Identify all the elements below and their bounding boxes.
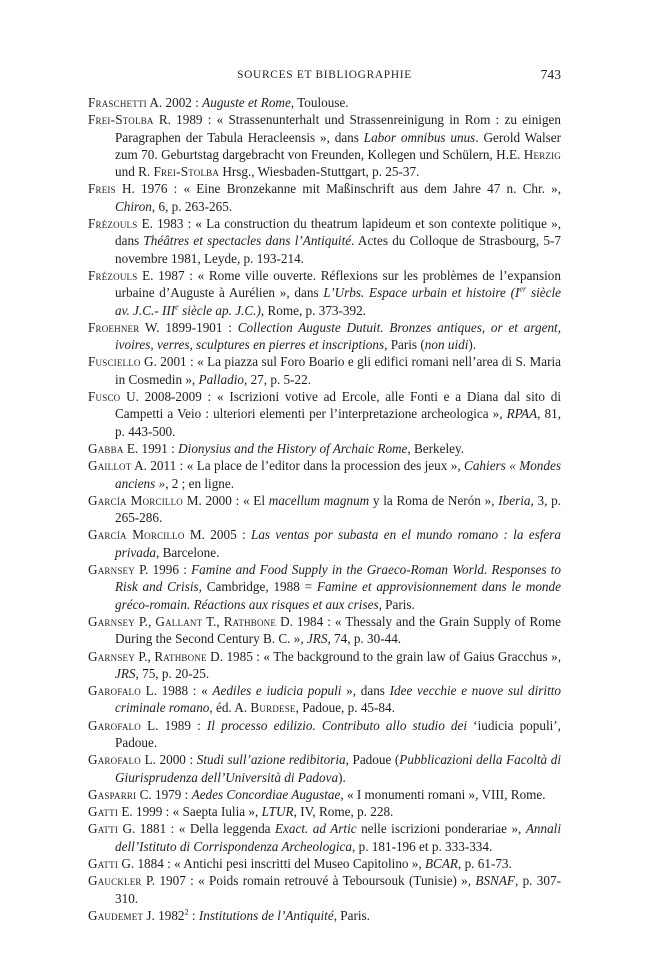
entry-text-segment: Frei-Stolba [153,164,220,180]
bibliography-entry [88,855,561,872]
entry-text-segment: . Actes du Colloque de Strasbourg, 5-7 novembre 1981, Leyde, p. 193-214. [115,233,561,266]
entry-text-segment: , Padoue, p. 45-84. [295,700,395,716]
entry-text-segment: Palladio [198,371,244,387]
bibliography-entry [88,803,561,820]
entry-text-segment: Fraschetti [88,95,147,110]
entry-text-segment: Burdese [250,700,296,716]
entry-text-segment: , Rome, p. 373-392. [260,302,366,318]
entry-text-segment: siècle av. J.C.- III [115,285,561,318]
entry-text-segment: , Cambridge, 1988 = [198,579,317,595]
entry-text-segment: ‘iudicia populi’, Padoue. [115,717,561,750]
bibliography-entry [88,613,561,648]
entry-text-segment: Gaillot [88,458,132,474]
entry-text-segment: L. 1988 : « [140,683,213,699]
entry-text-segment: P. 1907 : « Poids romain retrouvé à Teboursouk (Tunisie) », [141,873,476,889]
entry-text-segment: Pubblicazioni della Facoltà di Giurisprudenza dell’Università di Padova [115,752,561,785]
entry-text-segment: , Barcelone. [156,544,220,560]
entry-text-segment: BSNAF [475,873,515,889]
entry-text-segment: Gasparri [88,786,137,802]
entry-text-segment: J. 1982 [143,907,185,923]
entry-text-segment: Froehner [88,319,140,335]
entry-text-segment: L. 1989 : [140,717,207,733]
entry-text-segment: , Paris ( [384,337,425,353]
entry-text-segment: Dionysius and the History of Archaic Rome [178,440,408,456]
entry-text-segment: , p. 61-73. [457,856,512,872]
entry-text-segment: Fusco [88,389,121,405]
entry-text-segment: », dans [341,683,390,699]
bibliography-entry [88,872,561,907]
entry-text-segment: Cahiers « Mondes anciens » [115,458,561,491]
running-title: SOURCES ET BIBLIOGRAPHIE [237,69,412,81]
entry-text-segment: Gauckler [88,873,142,889]
entry-text-segment: T., [202,613,224,629]
entry-text-segment: Gatti [88,821,119,837]
entry-text-segment: , p. 181-196 et p. 333-334. [352,838,493,854]
entry-text-segment: Frézouls [88,267,138,283]
entry-text-segment: e [175,302,179,312]
bibliography-entry [88,319,561,354]
bibliography-entry [88,440,561,457]
entry-text-segment: JRS [306,631,328,647]
entry-text-segment: M. 2000 : « El [182,492,269,508]
entry-text-segment: A. 2011 : « La place de l’editor dans la procession des jeux », [131,458,465,474]
entry-text-segment: , Paris. [333,907,370,923]
entry-text-segment: , 6, p. 263-265. [151,198,233,214]
entry-text-segment: Garofalo [88,752,141,768]
entry-text-segment: y la Roma de Nerón », [369,492,499,508]
bibliography-entry [88,907,561,924]
bibliography-entry [88,682,561,717]
entry-text-segment: G. 1881 : « Della leggenda [118,821,275,837]
entry-text-segment: Labor omnibus unus [363,129,476,145]
bibliography-entry [88,267,561,319]
entry-text-segment: , 75, p. 20-25. [135,665,210,681]
bibliography-entry [88,180,561,215]
entry-text-segment: Garofalo [88,683,141,699]
entry-text-segment: Gaudemet [88,907,144,923]
entry-text-segment: , Paris. [378,596,415,612]
bibliography-entry [88,215,561,267]
bibliography-entry [88,717,561,752]
entry-text-segment: non uidi [424,337,469,353]
entry-text-segment: . Gerold Walser zum 70. Geburtstag dargebracht von Freunden, Kollegen und Schülern, H.E. [115,129,561,162]
entry-text-segment: H. 1976 : « Eine Bronzekanne mit Maßinschrift aus dem Jahre 47 n. Chr. », [115,181,561,197]
entry-text-segment: Freis [88,181,116,197]
entry-text-segment: , 27, p. 5-22. [243,371,312,387]
entry-text-segment: Collection Auguste Dutuit. Bronzes antiques, or et argent, ivoires, verres, sculptures en pierres et inscriptions [115,319,562,353]
entry-text-segment: , Berkeley. [407,440,465,456]
entry-text-segment: Famine and Food Supply in the Graeco-Roman World. Responses to Risk and Crisis [115,562,561,595]
entry-text-segment: Herzig [523,146,561,162]
entry-text-segment: ). [468,337,477,353]
entry-text-segment: Annali dell’Istituto di Corrispondenza Archeologica [115,821,561,854]
entry-text-segment: , p. 307-310. [115,873,561,906]
entry-text-segment: Chiron [115,198,152,214]
entry-text-segment: , 81, p. 443-500. [115,406,562,439]
entry-text-segment: , Toulouse. [290,95,349,110]
page-number: 743 [540,67,561,82]
entry-text-segment: M. 2005 : [184,527,251,543]
bibliography-entry [88,820,561,855]
entry-text-segment: Iberia [498,492,531,508]
entry-text-segment: L’Urbs. Espace urbain et histoire (I [323,285,520,301]
entry-text-segment: G. 2001 : « La piazza sul Foro Boario e gli edifici romani nell’area di S. Maria in Cosmedin », [115,354,561,387]
bibliography-entry [88,353,561,388]
entry-text-segment: Il processo edilizio. Contributo allo studio dei [206,717,468,733]
entry-text-segment: D. 1984 : « Thessaly and the Grain Supply of Rome During the Second Century B. C. », [115,613,561,647]
entry-text-segment: P. 1996 : [134,562,192,578]
entry-text-segment: , 74, p. 30-44. [327,631,402,647]
entry-text-segment: R. 1989 : « Strassenunterhalt und Strassenreinigung in Rom : zu einigen Paragraphen der Tabula Heracleensis », dans [115,112,561,145]
entry-text-segment: ). [338,769,346,785]
entry-text-segment: Garofalo [88,717,141,733]
entry-text-segment: , 3, p. 265-286. [115,492,562,526]
entry-text-segment: , « I monumenti romani », VIII, Rome. [340,786,546,802]
bibliography-entry [88,786,561,803]
entry-text-segment: E. 1999 : « Saepta Iulia », [118,804,262,820]
entry-text-segment: W. 1899-1901 : [139,319,238,335]
entry-text-segment: Aediles e iudicia populi [212,683,342,699]
entry-text-segment: L. 2000 : [140,752,197,768]
entry-text-segment: , 2 ; en ligne. [165,475,235,491]
entry-text-segment: Studi sull’azione redibitoria [196,752,346,768]
entry-text-segment: , éd. A. [209,700,251,716]
entry-text-segment: Institutions de l’Antiquité [198,907,334,923]
entry-text-segment: , Padoue ( [345,752,400,768]
entry-text-segment: Rathbone [154,648,207,664]
entry-text-segment: macellum magnum [268,492,370,508]
bibliography-entry [88,751,561,786]
entry-text-segment: García Morcillo [88,527,185,543]
entry-text-segment: Hrsg., Wiesbaden-Stuttgart, p. 25-37. [219,164,420,180]
entry-text-segment: RPAA [506,406,538,422]
bibliography-entry [88,111,561,180]
entry-text-segment: er [519,284,527,294]
entry-text-segment: , IV, Rome, p. 228. [293,804,394,820]
entry-text-segment: Famine et approvisionnement dans le monde gréco-romain. Réactions aux risques et aux crises [115,579,561,612]
entry-text-segment: und R. [115,164,154,180]
entry-text-segment: C. 1979 : [136,786,192,802]
entry-text-segment: JRS [115,665,136,681]
entry-text-segment: E. 1991 : [123,440,179,456]
entry-text-segment: BCAR [425,856,458,872]
bibliography-entry [88,457,561,492]
entry-text-segment: Garnsey [88,562,135,578]
entry-text-segment: Théâtres et spectacles dans l’Antiquité [143,233,352,249]
entry-text-segment: García Morcillo [88,492,183,508]
entry-text-segment: G. 1884 : « Antichi pesi inscritti del Museo Capitolino », [118,856,425,872]
entry-text-segment: Exact. ad Artic [275,821,357,837]
entry-text-segment: Idee vecchie e nuove sul diritto criminale romano [115,683,561,716]
bibliography-entry [88,388,561,440]
entry-text-segment: Fusciello [88,354,141,370]
entry-text-segment: P., [134,613,156,629]
bibliography-entry [88,648,561,683]
entry-text-segment: 2 [184,907,189,917]
entry-text-segment: Gatti [88,804,119,820]
entry-text-segment: P., [134,648,155,664]
entry-text-segment: D. 1985 : « The background to the grain law of Gaius Gracchus », [206,648,561,664]
entry-text-segment: Auguste et Rome [202,95,291,110]
bibliography-entry [88,561,561,613]
bibliography-entry [88,526,561,561]
entry-text-segment: Gatti [88,856,119,872]
entry-text-segment: nelle iscrizioni ponderariae », [356,821,526,837]
page-header [88,69,561,87]
bibliography-entry [88,492,561,527]
entry-text-segment: U. 2008-2009 : « Iscrizioni votive ad Ercole, alle Fonti e a Diana dal sito di Campetti a Veio : ulteriori elementi per l’interpretazione archeologica », [115,389,561,422]
entry-text-segment: Garnsey [88,648,135,664]
entry-text-segment: Gabba [88,440,124,456]
entry-text-segment: : [188,907,199,923]
entry-text-segment: Frei-Stolba [88,112,154,128]
bibliography-entry [88,94,561,111]
entry-text-segment: Rathbone [223,613,277,629]
entry-text-segment: Garnsey [88,613,135,629]
entry-text-segment: E. 1983 : « La construction du theatrum lapideum et son contexte politique », dans [115,216,561,249]
bibliography-list [88,94,561,924]
entry-text-segment: Frézouls [88,216,138,232]
entry-text-segment: Aedes Concordiae Augustae [191,786,341,802]
entry-text-segment: LTUR [261,804,294,820]
entry-text-segment: siècle ap. J.C.) [178,302,261,318]
entry-text-segment: Gallant [155,613,203,629]
entry-text-segment: Las ventas por subasta en el mundo romano : la esfera privada [115,527,562,560]
entry-text-segment: E. 1987 : « Rome ville ouverte. Réflexions sur les problèmes de l’expansion urbaine d’Auguste à Aurélien », dans [115,267,561,301]
entry-text-segment: A. 2002 : [146,95,203,110]
